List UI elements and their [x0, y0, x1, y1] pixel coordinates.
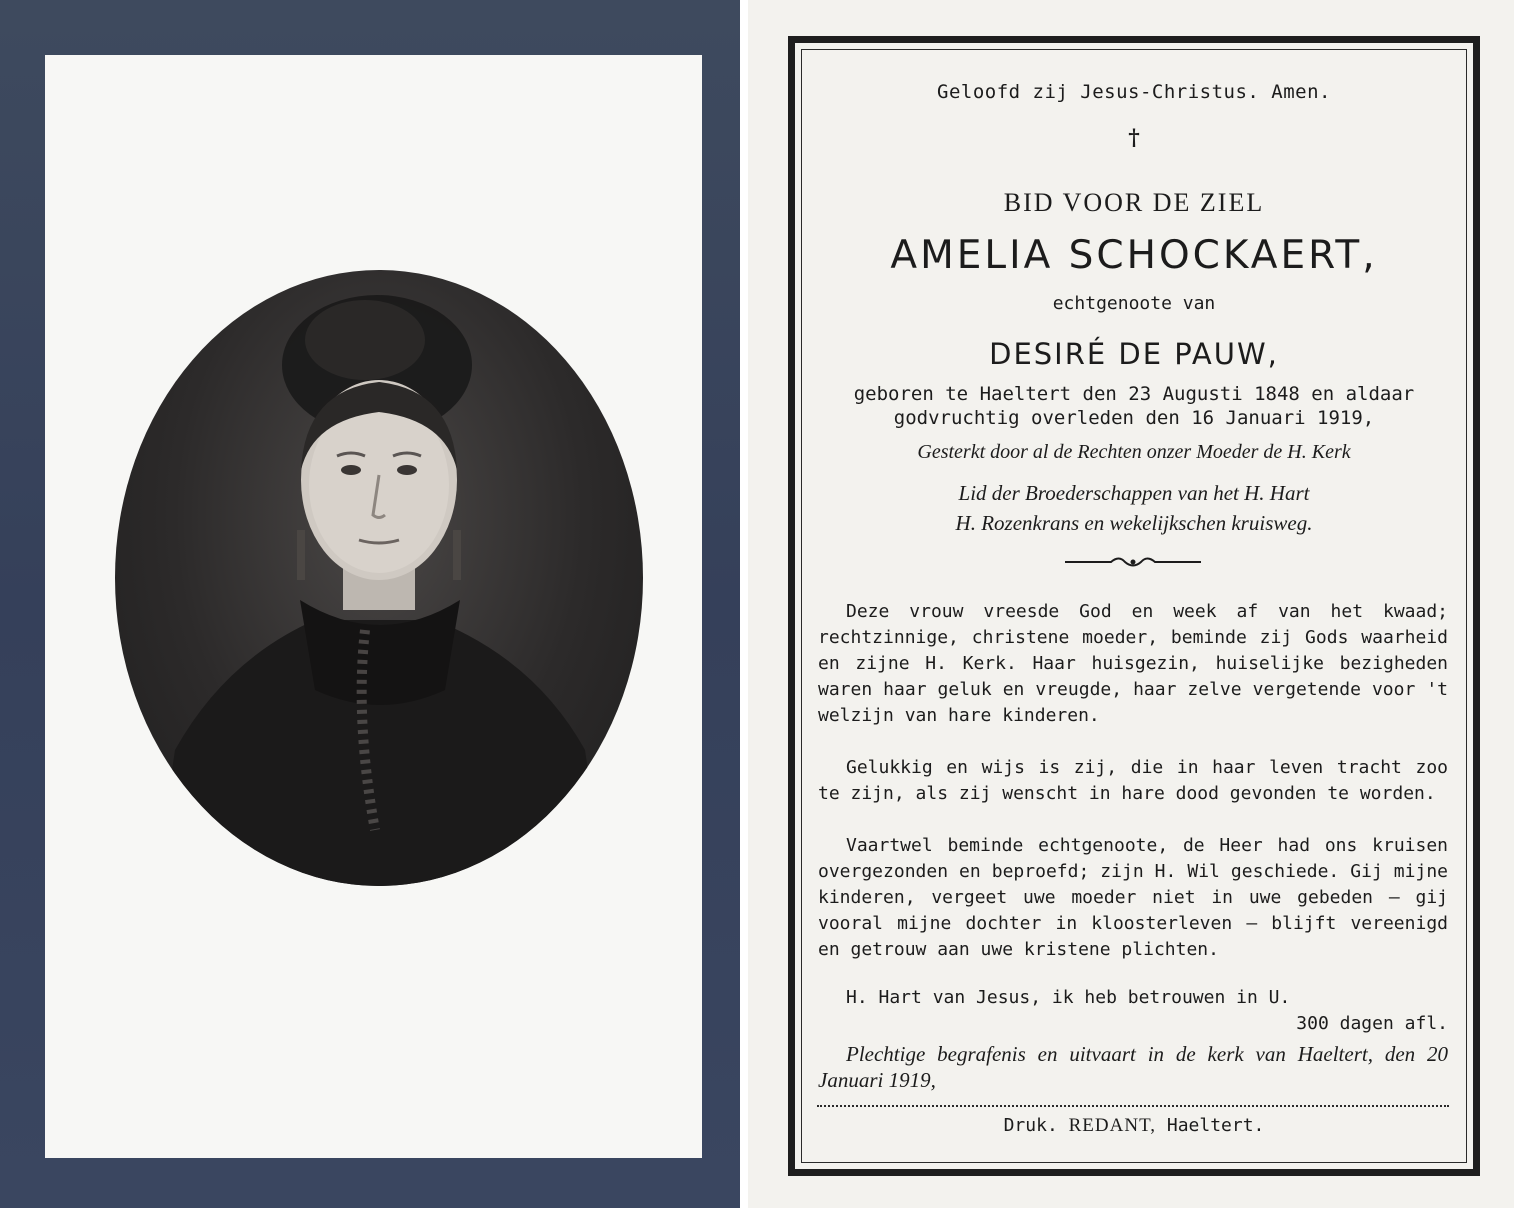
memorial-card-text [748, 0, 1514, 1208]
printer-line [795, 1115, 1473, 1137]
indulgence-line: 300 dagen afl. [1296, 1013, 1448, 1034]
portrait-illustration [115, 270, 643, 886]
dotted-divider [817, 1105, 1449, 1107]
paragraph-3: Vaartwel beminde echtgenoote, de Heer had ons kruisen overgezonden en beproefd; zijn H. Wil geschiede. Gij mijne kinderen, vergeet uwe moeder niet in uwe gebeden — gij vooral mijne dochter in kloosterleven — blijft vereenigd en getrouw aan uwe kristene plichten. [818, 835, 1448, 960]
cross-icon: † [1128, 125, 1140, 151]
membership-line-2: H. Rozenkrans en wekelijkschen kruisweg. [955, 511, 1313, 535]
spouse-name: DESIRÉ DE PAUW, [989, 337, 1279, 371]
printer-place: Haeltert. [1166, 1115, 1265, 1136]
paragraph-2: Gelukkig en wijs is zij, die in haar leven tracht zoo te zijn, als zij wenscht in hare dood gevonden te worden. [818, 757, 1448, 804]
spouse-of-label: echtgenoote van [1052, 293, 1216, 314]
portrait-photo [115, 270, 643, 886]
membership-line-1: Lid der Broederschappen van het H. Hart [958, 481, 1310, 505]
death-line: godvruchtig overleden den 16 Januari 1919, [893, 407, 1375, 429]
funeral-line: Plechtige begrafenis en uitvaart in de kerk van Haeltert, den 20 Januari 1919, [818, 1042, 1448, 1092]
ornamental-divider-icon [1063, 551, 1203, 573]
printer-name: REDANT, [1068, 1115, 1157, 1136]
sacraments-line: Gesterkt door al de Rechten onzer Moeder de H. Kerk [917, 441, 1351, 463]
deceased-name: AMELIA SCHOCKAERT, [890, 233, 1378, 278]
black-border-frame [788, 36, 1480, 1176]
photo-card [0, 0, 740, 1208]
paragraph-1: Deze vrouw vreesde God en week af van het kwaad; rechtzinnige, christene moeder, beminde zij Gods waarheid en zijne H. Kerk. Haar huisgezin, huiselijke bezigheden waren haar geluk en vreugde, haar zelve vergetende voor 't welzijn van hare kinderen. [818, 601, 1448, 726]
pray-heading: BID VOOR DE ZIEL [1003, 188, 1265, 217]
photo-card-paper [45, 55, 702, 1158]
birth-line: geboren te Haeltert den 23 Augusti 1848 en aldaar [853, 383, 1415, 405]
opening-line: Geloofd zij Jesus-Christus. Amen. [937, 81, 1331, 103]
printer-prefix: Druk. [1003, 1115, 1058, 1136]
prayer-line: H. Hart van Jesus, ik heb betrouwen in U. [846, 987, 1291, 1008]
